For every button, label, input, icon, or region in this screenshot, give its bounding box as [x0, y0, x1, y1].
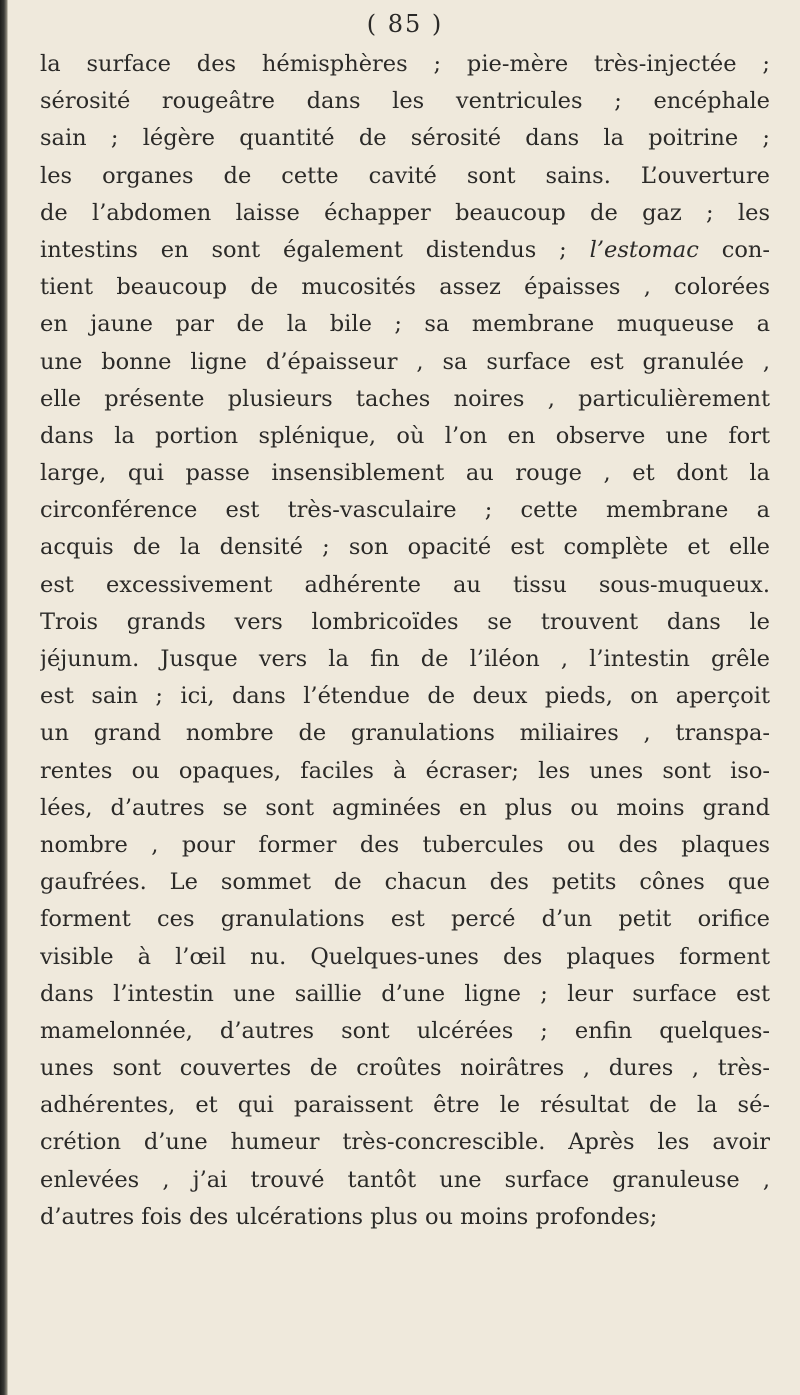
text-line: en jaune par de la bile ; sa membrane muqueuse a — [40, 311, 770, 338]
text-line: circonférence est très-vasculaire ; cette membrane a — [40, 497, 770, 524]
text-line: sérosité rougeâtre dans les ventricules ; encéphale — [40, 88, 770, 115]
text-line: enlevées , j’ai trouvé tantôt une surface granuleuse , — [40, 1166, 770, 1193]
text-line: gaufrées. Le sommet de chacun des petits cônes que — [40, 869, 770, 896]
book-binding-edge — [0, 0, 8, 1395]
text-line: les organes de cette cavité sont sains. L’ouverture — [40, 162, 770, 189]
text-line: forment ces granulations est percé d’un petit orifice — [40, 906, 770, 933]
text-line: adhérentes, et qui paraissent être le résultat de la sé- — [40, 1092, 770, 1119]
text-line: acquis de la densité ; son opacité est complète et elle — [40, 534, 770, 561]
text-line: est excessivement adhérente au tissu sous-muqueux. — [40, 571, 770, 598]
text-line: d’autres fois des ulcérations plus ou moins profondes; — [40, 1203, 658, 1230]
text-line: Trois grands vers lombricoïdes se trouvent dans le — [40, 608, 770, 635]
italic-term: l’estomac — [589, 236, 699, 263]
text-line: elle présente plusieurs taches noires , particulièrement — [40, 385, 770, 412]
text-line: la surface des hémisphères ; pie-mère très-injectée ; — [40, 51, 770, 77]
text-line: tient beaucoup de mucosités assez épaisses , colorées — [40, 274, 770, 301]
text-line: intestins en sont également distendus ; l’estomac con- — [40, 236, 770, 263]
text-line: sain ; légère quantité de sérosité dans la poitrine ; — [40, 125, 770, 152]
body-text — [40, 46, 770, 1236]
text-line: de l’abdomen laisse échapper beaucoup de gaz ; les — [40, 199, 770, 226]
text-line: un grand nombre de granulations miliaires , transpa- — [40, 720, 770, 747]
text-line: lées, d’autres se sont agminées en plus ou moins grand — [40, 794, 770, 821]
text-line: dans l’intestin une saillie d’une ligne ; leur surface est — [40, 980, 770, 1007]
text-line: large, qui passe insensiblement au rouge , et dont la — [40, 460, 770, 487]
text-line: est sain ; ici, dans l’étendue de deux pieds, on aperçoit — [40, 683, 770, 710]
text-line: jéjunum. Jusque vers la fin de l’iléon , l’intestin grêle — [40, 646, 770, 672]
text-line: unes sont couvertes de croûtes noirâtres , dures , très- — [40, 1055, 770, 1082]
text-line: visible à l’œil nu. Quelques-unes des plaques forment — [40, 943, 770, 970]
text-line: rentes ou opaques, faciles à écraser; les unes sont iso- — [40, 757, 770, 784]
text-line: dans la portion splénique, où l’on en observe une fort — [40, 422, 770, 449]
text-line: une bonne ligne d’épaisseur , sa surface est granulée , — [40, 348, 770, 375]
page-number: ( 85 ) — [366, 10, 444, 38]
text-line: mamelonnée, d’autres sont ulcérées ; enfin quelques- — [40, 1017, 770, 1044]
text-line: crétion d’une humeur très-concrescible. Après les avoir — [40, 1129, 770, 1156]
book-page — [40, 0, 770, 1395]
text-line: nombre , pour former des tubercules ou des plaques — [40, 831, 770, 858]
